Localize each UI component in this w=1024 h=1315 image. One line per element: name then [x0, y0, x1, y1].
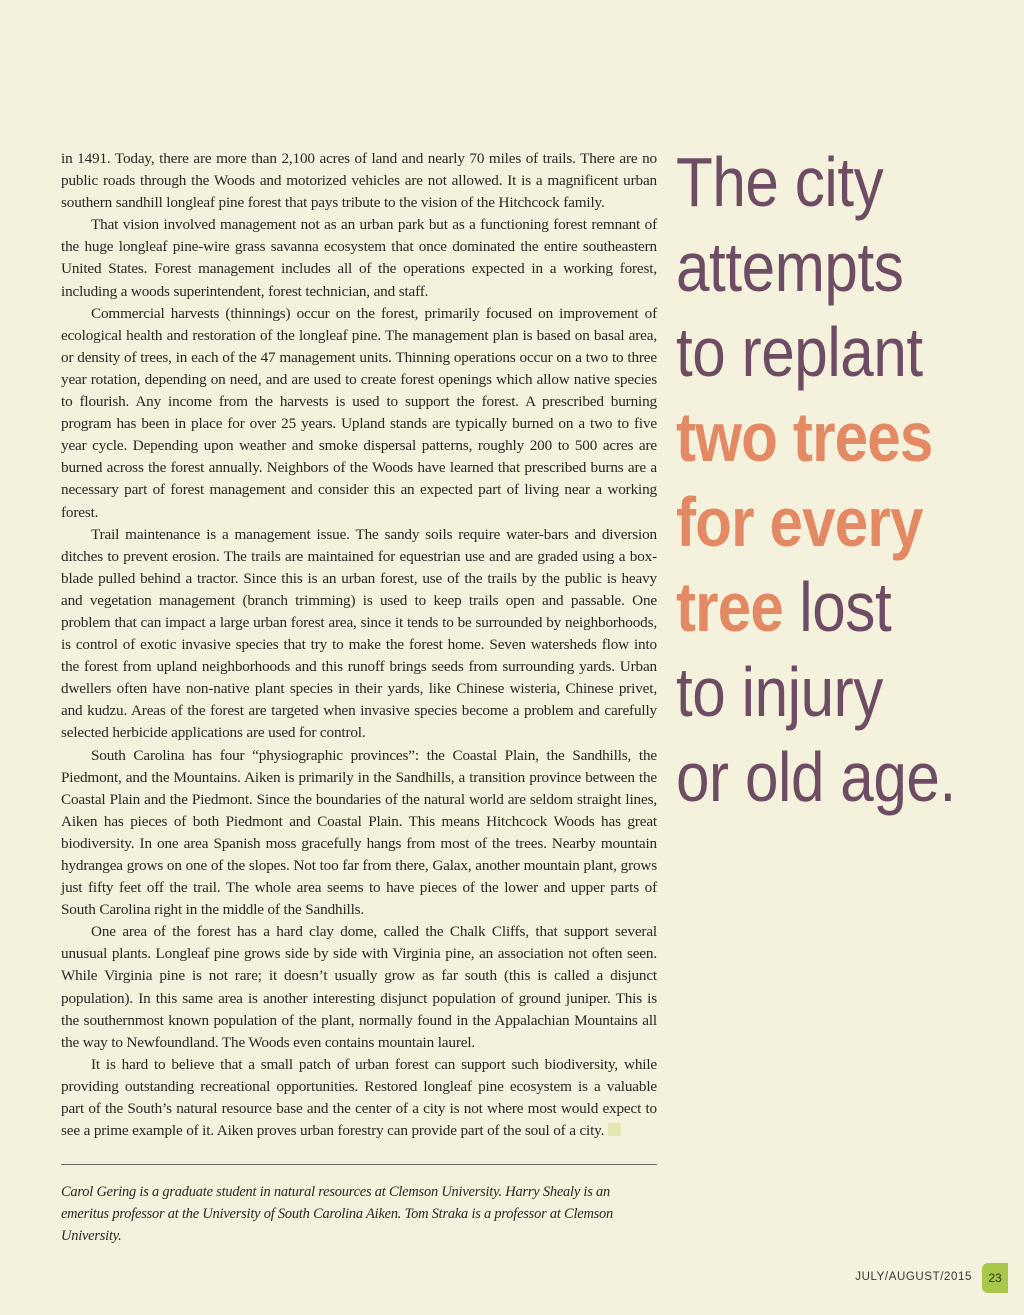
- page-number: 23: [982, 1263, 1008, 1293]
- article-paragraph-7: [61, 1054, 657, 1142]
- issue-date: JULY/AUGUST/2015: [855, 1271, 972, 1283]
- article-paragraph-4: Trail maintenance is a management issue. The sandy soils require water-bars and diversion ditches to prevent erosion. The trails are maintained for equestrian use and are graded using a box-blade pulled behind a tractor. Since this is an urban forest, use of the trails by the public is heavy and vegetation management (branch trimming) is used to keep trails open and passable. One problem that can impact a large urban forest area, since it tends to be surrounded by neighborhoods, is control of exotic invasive species that try to make the forest home. Seven watersheds flow into the forest from upland neighborhoods and this runoff brings seeds from surrounding yards. Urban dwellers often have non-native plant species in their yards, like Chinese wisteria, Chinese privet, and kudzu. Areas of the forest are targeted when invasive species become a problem and carefully selected herbicide applications are used for control.: [61, 525, 657, 742]
- pull-quote-highlight-word: tree: [676, 568, 784, 646]
- article-paragraph-5: South Carolina has four “physiographic provinces”: the Coastal Plain, the Sandhills, the Piedmont, and the Mountains. Aiken is primarily in the Sandhills, a transition province between the Coastal Plain and the Piedmont. Since the boundaries of the natural world are seldom straight lines, Aiken has pieces of both Piedmont and Coastal Plain. This means Hitchcock Woods has great biodiversity. In one area Spanish moss gracefully hangs from most of the trees. Nearby mountain hydrangea grows on one of the slopes. Not too far from there, Galax, another mountain plant, grows just fifty feet off the trail. The whole area seems to have pieces of the lower and upper parts of South Carolina right in the middle of the Sandhills.: [61, 746, 657, 919]
- author-byline: Carol Gering is a graduate student in natural resources at Clemson University. Harry Shealy is an emeritus professor at the University of South Carolina Aiken. Tom Straka is a professor at Clemson University.: [61, 1184, 614, 1244]
- byline-divider: [61, 1164, 657, 1165]
- pull-quote-line: or old age.: [676, 738, 956, 816]
- pull-quote-highlight-line: two trees: [676, 398, 933, 476]
- pull-quote-line: to replant: [676, 313, 923, 391]
- article-paragraph-6: One area of the forest has a hard clay dome, called the Chalk Cliffs, that support several unusual plants. Longleaf pine grows side by side with Virginia pine, an association not often seen. While Virginia pine is not rare; it doesn’t usually grow as far south (this is called a disjunct population). In this same area is another interesting disjunct population of ground juniper. This is the southernmost known population of the plant, normally found in the Appalachian Mountains all the way to Newfoundland. The Woods even contains mountain laurel.: [61, 923, 657, 1051]
- pull-quote-mixed-line: [676, 565, 968, 650]
- pull-quote-line: attempts: [676, 228, 904, 306]
- pull-quote-highlight-line: for every: [676, 483, 923, 561]
- article-paragraph-7-text: It is hard to believe that a small patch of urban forest can support such biodiversity, while providing outstanding recreational opportunities. Restored longleaf pine ecosystem is a valuable part of the South’s natural resource base and the center of a city is not where most would expect to see a prime example of it. Aiken proves urban forestry can provide part of the soul of a city.: [61, 1055, 657, 1140]
- article-paragraph-2: That vision involved management not as an urban park but as a functioning forest remnant of the huge longleaf pine-wire grass savanna ecosystem that once dominated the entire southeastern United States. Forest management includes all of the operations expected in a working forest, including a woods superintendent, forest technician, and staff.: [61, 216, 657, 300]
- pull-quote: [676, 140, 968, 820]
- pull-quote-line-rest: lost: [783, 568, 892, 646]
- end-of-article-mark-icon: [608, 1123, 621, 1136]
- pull-quote-line: to injury: [676, 653, 883, 731]
- pull-quote-line: The city: [676, 143, 884, 221]
- article-paragraph-1: in 1491. Today, there are more than 2,100 acres of land and nearly 70 miles of trails. There are no public roads through the Woods and motorized vehicles are not allowed. It is a magnificent urban southern sandhill longleaf pine forest that pays tribute to the vision of the Hitchcock family.: [61, 150, 657, 212]
- article-body: [61, 148, 657, 1142]
- article-paragraph-3: Commercial harvests (thinnings) occur on the forest, primarily focused on improvement of ecological health and restoration of the longleaf pine. The management plan is based on basal area, or density of trees, in each of the 47 management units. Thinning operations occur on a two to three year rotation, depending on need, and are used to create forest openings which allow native species to flourish. Any income from the harvests is used to support the forest. A prescribed burning program has been in place for over 25 years. Upland stands are typically burned on a two to five year cycle. Depending upon weather and smoke dispersal patterns, roughly 200 to 500 acres are burned across the forest annually. Neighbors of the Woods have learned that prescribed burns are a necessary part of forest management and consider this an expected part of living near a working forest.: [61, 304, 657, 521]
